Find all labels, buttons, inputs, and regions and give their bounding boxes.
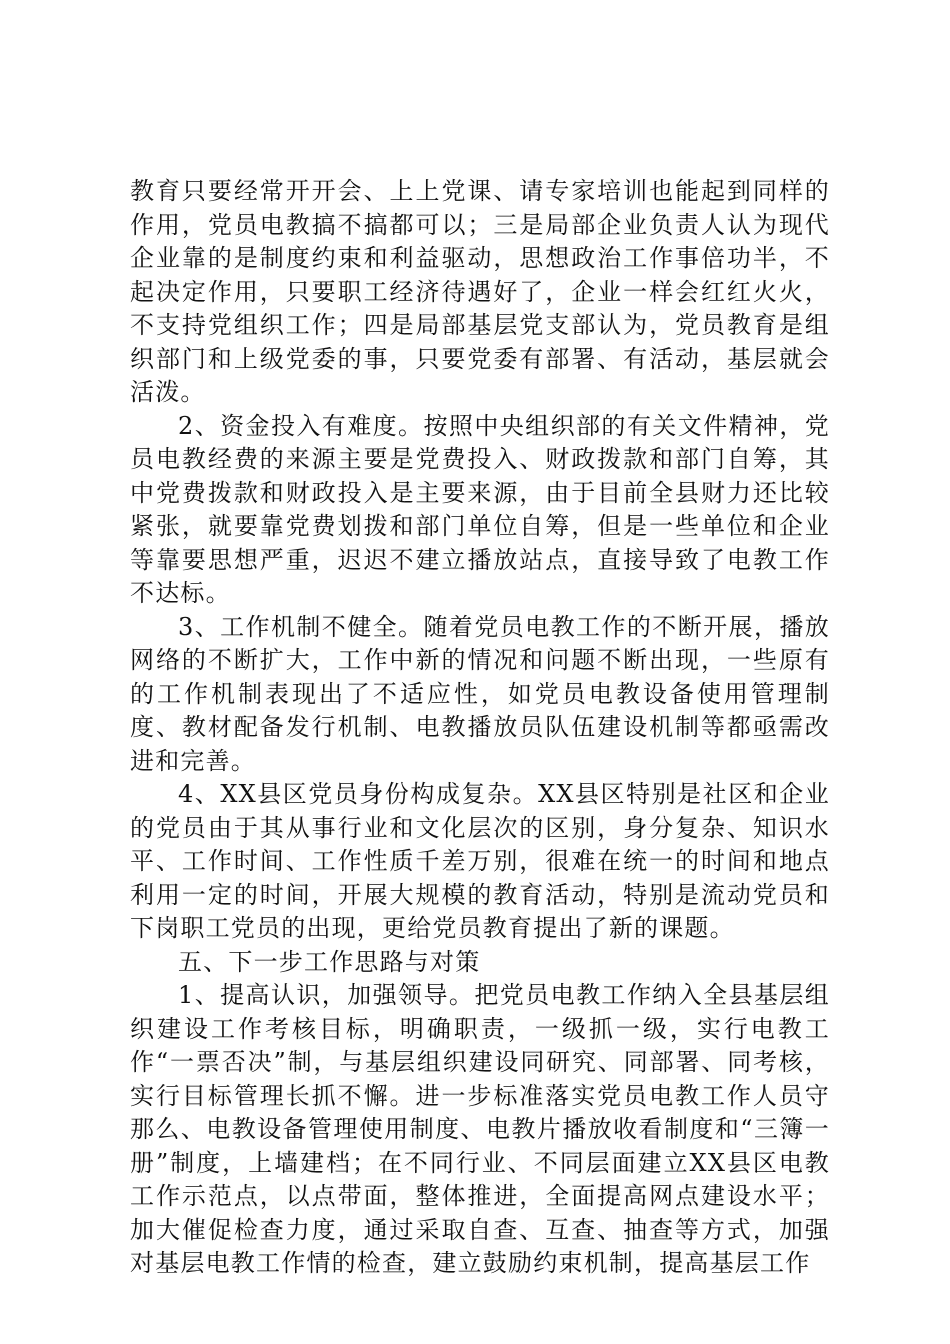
paragraph-funding: 2、资金投入有难度。按照中央组织部的有关文件精神，党员电教经费的来源主要是党费投入、财政拨款和部门自筹，其中党费拨款和财政投入是主要来源，由于目前全县财力还比较紧张，就要靠党费划拨和部门单位自筹，但是一些单位和企业等靠要思想严重，迟迟不建立播放站点，直接导致了电教工作不达标。 (130, 411, 830, 607)
paragraph-continuation: 教育只要经常开开会、上上党课、请专家培训也能起到同样的作用，党员电教搞不搞都可以；三是局部企业负责人认为现代企业靠的是制度约束和利益驱动，思想政治工作事倍功半，不起决定作用，只要职工经济待遇好了，企业一样会红红火火，不支持党组织工作；四是局部基层党支部认为，党员教育是组织部门和上级党委的事，只要党委有部署、有活动，基层就会活泼。 (130, 177, 830, 406)
paragraph-member-composition: 4、XX县区党员身份构成复杂。XX县区特别是社区和企业的党员由于其从事行业和文化层次的区别，身分复杂、知识水平、工作时间、工作性质千差万别，很难在统一的时间和地点利用一定的时间，开展大规模的教育活动，特别是流动党员和下岗职工党员的出现，更给党员教育提出了新的课题。 (130, 780, 830, 942)
document-body (130, 175, 830, 1281)
paragraph-mechanism: 3、工作机制不健全。随着党员电教工作的不断开展，播放网络的不断扩大，工作中新的情况和问题不断出现，一些原有的工作机制表现出了不适应性，如党员电教设备使用管理制度、教材配备发行机制、电教播放员队伍建设机制等都亟需改进和完善。 (130, 612, 830, 775)
section-heading-next-steps: 五、下一步工作思路与对策 (178, 947, 481, 976)
paragraph-leadership: 1、提高认识，加强领导。把党员电教工作纳入全县基层组织建设工作考核目标，明确职责，一级抓一级，实行电教工作“一票否决”制，与基层组织建设同研究、同部署、同考核，实行目标管理长抓不懈。进一步标准落实党员电教工作人员守那么、电教设备管理使用制度、电教片播放收看制度和“三簿一册”制度，上墙建档；在不同行业、不同层面建立XX县区电教工作示范点，以点带面，整体推进，全面提高网点建设水平；加大催促检查力度，通过采取自查、互查、抽查等方式，加强对基层电教工作情的检查，建立鼓励约束机制，提高基层工作 (130, 981, 830, 1277)
